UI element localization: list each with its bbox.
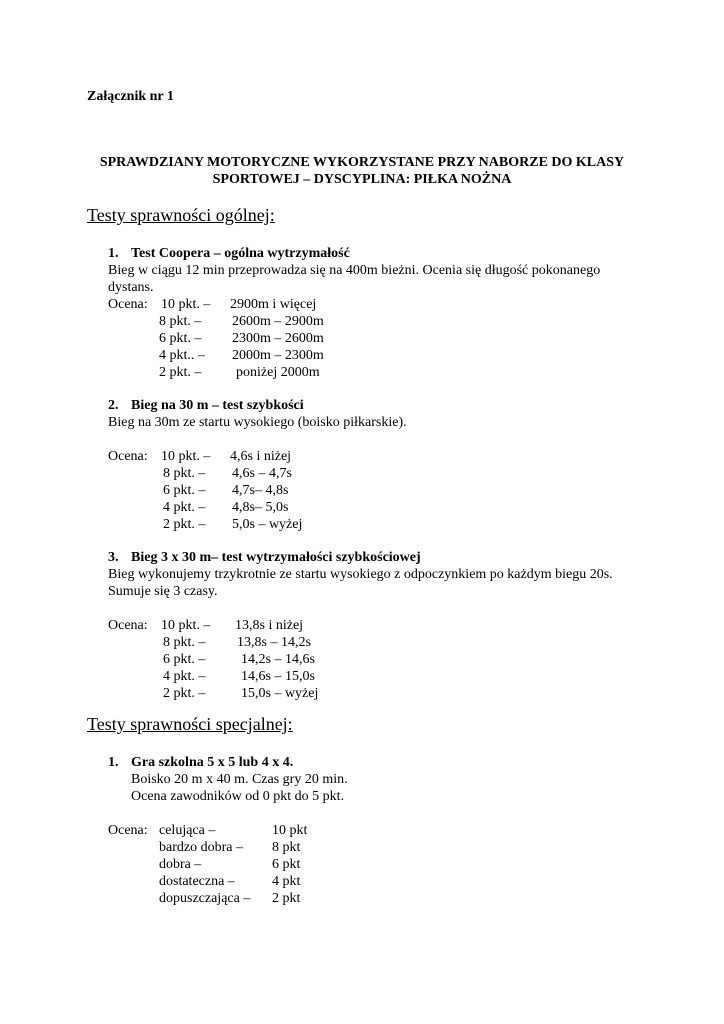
test-title: Test Coopera – ogólna wytrzymałość bbox=[131, 246, 350, 261]
score-value: 2900m i więcej bbox=[230, 297, 317, 312]
score-points: 10 pkt. – bbox=[161, 618, 211, 633]
score-points: 8 pkt. – bbox=[159, 314, 202, 329]
score-points: 2 pkt. – bbox=[163, 686, 206, 701]
score-points: 8 pkt. – bbox=[163, 466, 206, 481]
test-title: Bieg na 30 m – test szybkości bbox=[131, 398, 304, 413]
score-value: 2300m – 2600m bbox=[232, 331, 324, 346]
test-description-line: Boisko 20 m x 40 m. Czas gry 20 min. bbox=[131, 772, 348, 787]
grade-points: 6 pkt bbox=[272, 857, 301, 872]
test-description-line: Bieg wykonujemy trzykrotnie ze startu wysokiego z odpoczynkiem po każdym biegu 20s. bbox=[108, 567, 613, 582]
score-label: Ocena: bbox=[108, 449, 148, 464]
score-value: 4,7s– 4,8s bbox=[232, 483, 289, 498]
grade-points: 8 pkt bbox=[272, 840, 301, 855]
score-points: 4 pkt. – bbox=[163, 669, 206, 684]
score-value: 4,6s i niżej bbox=[230, 449, 292, 464]
score-points: 4 pkt. – bbox=[163, 500, 206, 515]
score-value: 13,8s i niżej bbox=[235, 618, 304, 633]
grade-name: dobra – bbox=[159, 857, 202, 872]
grade-name: bardzo dobra – bbox=[159, 840, 243, 855]
score-points: 8 pkt. – bbox=[163, 635, 206, 650]
score-value: 2600m – 2900m bbox=[232, 314, 324, 329]
grade-name: celująca – bbox=[159, 823, 216, 838]
score-points: 6 pkt. – bbox=[163, 652, 206, 667]
score-value: 4,6s – 4,7s bbox=[232, 466, 292, 481]
test-description-line: Ocena zawodników od 0 pkt do 5 pkt. bbox=[131, 789, 345, 804]
score-label: Ocena: bbox=[108, 297, 148, 312]
score-points: 6 pkt. – bbox=[163, 483, 206, 498]
test-title: Gra szkolna 5 x 5 lub 4 x 4. bbox=[131, 755, 294, 770]
test-description-line: Bieg na 30m ze startu wysokiego (boisko piłkarskie). bbox=[108, 415, 407, 430]
test-description-line: dystans. bbox=[108, 280, 154, 295]
score-value: 5,0s – wyżej bbox=[232, 517, 303, 532]
test-number: 1. bbox=[108, 755, 119, 770]
score-points: 10 pkt. – bbox=[161, 449, 211, 464]
grade-name: dostateczna – bbox=[159, 874, 235, 889]
score-points: 4 pkt.. – bbox=[159, 348, 205, 363]
document-title-line-1: SPRAWDZIANY MOTORYCZNE WYKORZYSTANE PRZY NABORZE DO KLASY bbox=[99, 155, 625, 170]
score-value: 4,8s– 5,0s bbox=[232, 500, 289, 515]
score-value: poniżej 2000m bbox=[236, 365, 320, 380]
score-value: 2000m – 2300m bbox=[232, 348, 324, 363]
score-label: Ocena: bbox=[108, 823, 148, 838]
test-number: 1. bbox=[108, 246, 119, 261]
section-heading-special: Testy sprawności specjalnej: bbox=[87, 714, 293, 734]
score-value: 13,8s – 14,2s bbox=[237, 635, 311, 650]
score-value: 14,6s – 15,0s bbox=[241, 669, 315, 684]
annex-label: Załącznik nr 1 bbox=[87, 89, 174, 104]
test-description-line: Sumuje się 3 czasy. bbox=[108, 584, 218, 599]
score-value: 15,0s – wyżej bbox=[241, 686, 319, 701]
test-number: 2. bbox=[108, 398, 119, 413]
score-points: 10 pkt. – bbox=[161, 297, 211, 312]
grade-points: 2 pkt bbox=[272, 891, 301, 906]
test-number: 3. bbox=[108, 550, 119, 565]
score-label: Ocena: bbox=[108, 618, 148, 633]
score-points: 6 pkt. – bbox=[159, 331, 202, 346]
grade-points: 10 pkt bbox=[272, 823, 308, 838]
section-heading-general: Testy sprawności ogólnej: bbox=[87, 205, 275, 225]
score-points: 2 pkt. – bbox=[159, 365, 202, 380]
document-title-line-2: SPORTOWEJ – DYSCYPLINA: PIŁKA NOŻNA bbox=[212, 172, 512, 187]
test-description-line: Bieg w ciągu 12 min przeprowadza się na 400m bieżni. Ocenia się długość pokonanego bbox=[108, 263, 601, 278]
score-points: 2 pkt. – bbox=[163, 517, 206, 532]
grade-points: 4 pkt bbox=[272, 874, 301, 889]
score-value: 14,2s – 14,6s bbox=[241, 652, 315, 667]
test-title: Bieg 3 x 30 m– test wytrzymałości szybkościowej bbox=[131, 550, 421, 565]
grade-name: dopuszczająca – bbox=[159, 891, 251, 906]
